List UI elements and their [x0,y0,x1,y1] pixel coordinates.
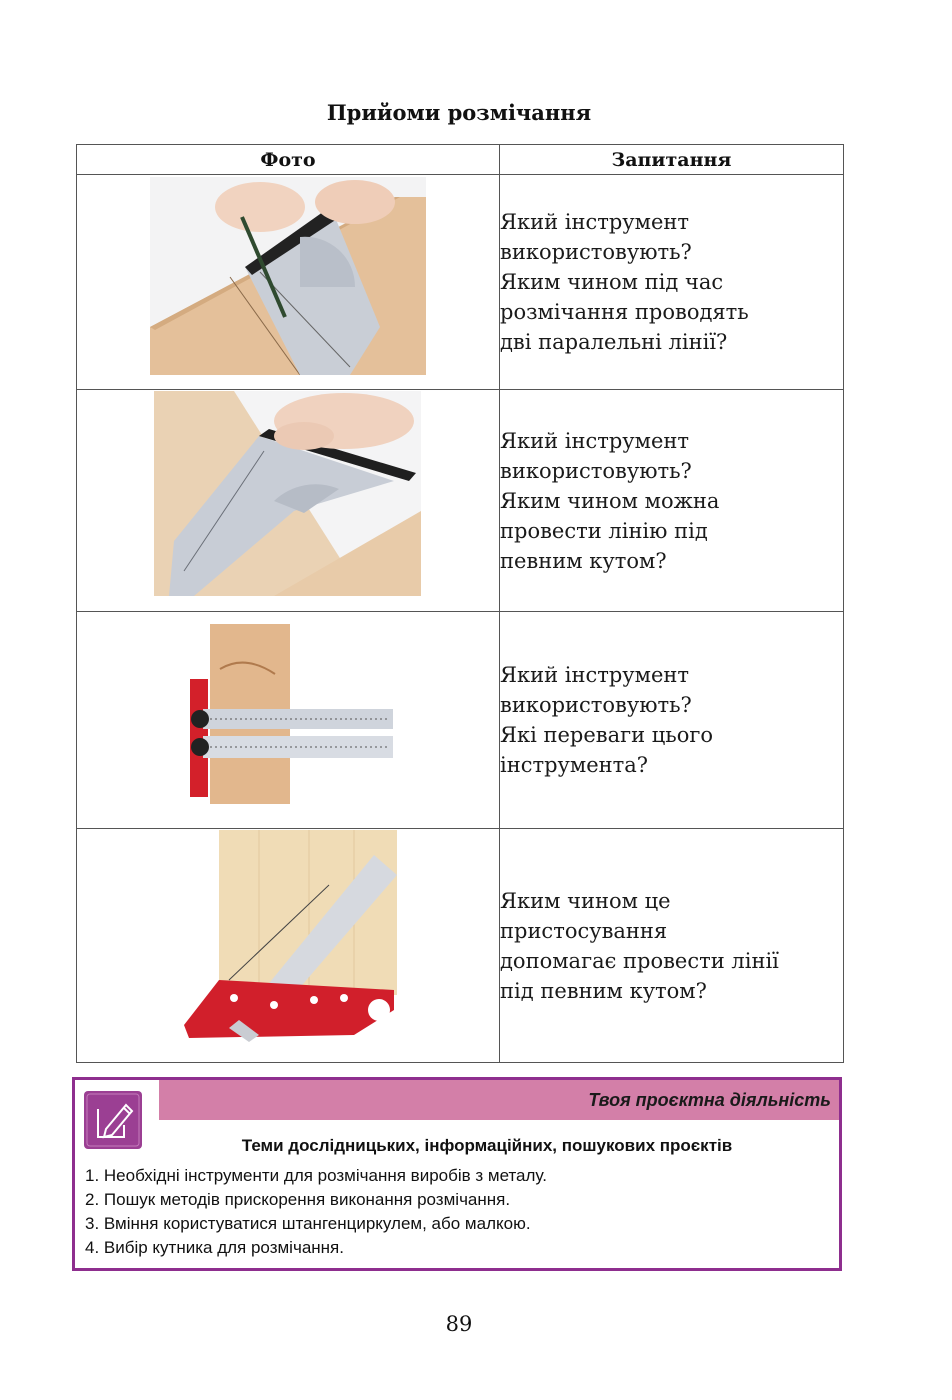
question-cell [500,829,844,1063]
carpenter-square-photo [150,177,426,375]
photo-cell [77,390,500,612]
project-topics-list [85,1164,547,1260]
question-line: Яким чином під час [500,270,724,294]
question-line: під певним кутом? [500,978,707,1003]
list-item: 2. Пошук методів прискорення виконання розмічання. [85,1190,511,1209]
page-title: Прийоми розмічання [326,100,592,125]
question-line: Які переваги цього [500,723,714,747]
question-line: Який інструмент [500,428,690,453]
header-photo: Фото [77,145,500,175]
table-header-row [77,145,844,175]
list-item: 4. Вибір кутника для розмічання. [85,1238,344,1257]
question-cell [500,175,844,390]
question-line: дві паралельні лінії? [500,330,728,354]
marking-gauge-photo [185,624,395,804]
question-cell [500,390,844,612]
question-line: використовують? [500,458,692,483]
project-box-subtitle: Теми дослідницьких, інформаційних, пошукових проєктів [241,1136,733,1155]
question-line: Яким чином це [500,888,671,913]
photo-cell [77,829,500,1063]
question-line: провести лінію під [500,518,708,543]
question-cell [500,612,844,829]
marking-techniques-table [76,144,844,1063]
photo-cell [77,175,500,390]
question-line: пристосування [500,918,668,943]
question-line: використовують? [500,693,692,717]
table-row [77,829,844,1063]
header-question: Запитання [500,145,844,175]
question-line: Яким чином можна [500,488,720,513]
page-number: 89 [445,1312,473,1336]
question-line: інструмента? [500,753,649,777]
table-row [77,390,844,612]
question-line: Який інструмент [500,663,690,687]
list-item: 3. Вміння користуватися штангенциркулем, або малкою. [85,1214,531,1233]
photo-cell [77,612,500,829]
protractor-square-photo [154,391,421,596]
question-line: Який інструмент [500,210,690,234]
table-row [77,175,844,390]
list-item: 1. Необхідні інструменти для розмічання виробів з металу. [85,1166,547,1185]
question-line: допомагає провести лінії [500,948,779,973]
question-line: певним кутом? [500,548,667,573]
question-line: використовують? [500,240,692,264]
project-box-header: Твоя проєктна діяльність [159,1080,839,1120]
ruler-angle-guide-photo [179,830,404,1045]
question-line: розмічання проводять [500,300,749,324]
table-row [77,612,844,829]
project-activity-box [72,1077,842,1271]
